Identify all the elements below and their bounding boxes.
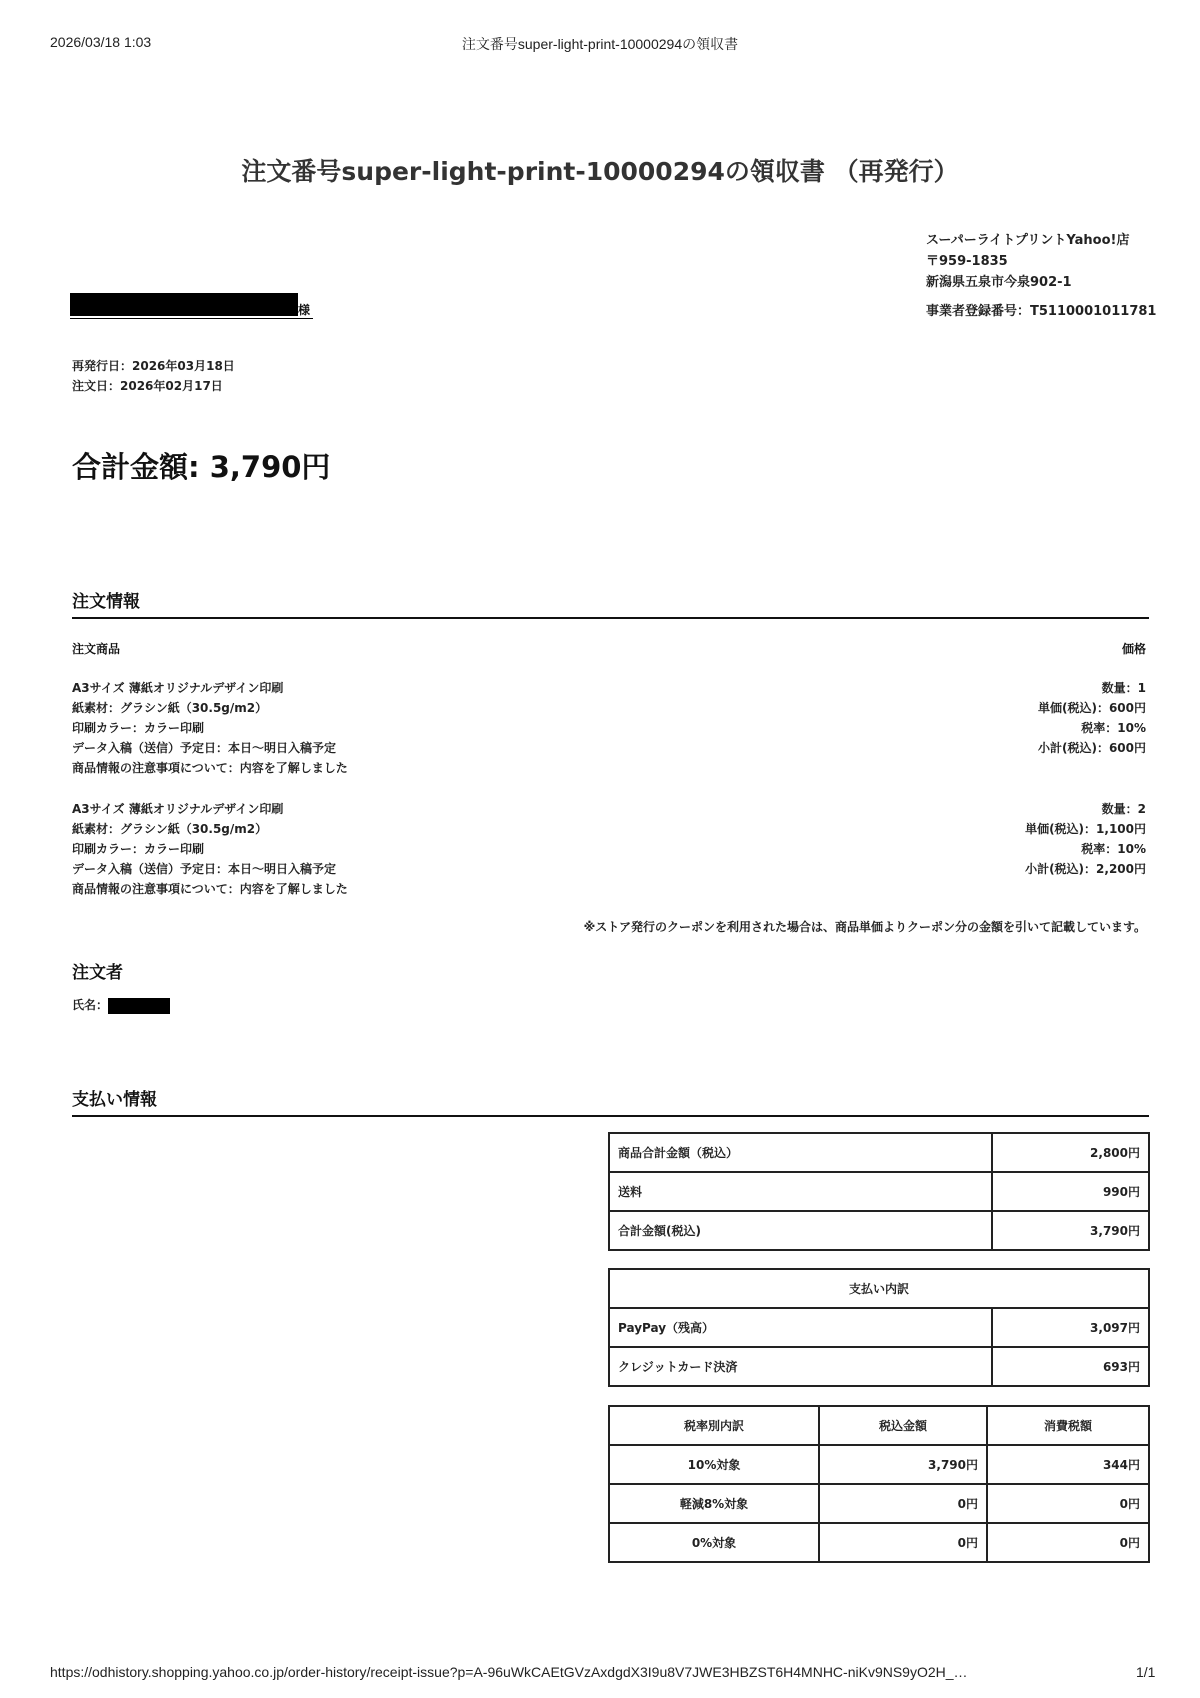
total-amount: 合計金額: 3,790円 (72, 450, 331, 484)
breakdown-value: 693円 (992, 1347, 1149, 1386)
store-postal: 〒959-1835 (926, 254, 1008, 269)
summary-label: 送料 (609, 1172, 992, 1211)
print-url: https://odhistory.shopping.yahoo.co.jp/order-history/receipt-issue?p=A-96uWkCAEtGVzAxdgdX3I9u8V7JWE3HBZST6H4MNHC-niKv9NS9yO2H_… (50, 1664, 968, 1680)
consumption-tax-amount: 0円 (987, 1484, 1149, 1523)
name-label: 氏名： (72, 998, 109, 1012)
orderer-title: 注文者 (72, 963, 123, 983)
recipient-honorific: 様 (298, 303, 311, 317)
item-name: A3サイズ 薄紙オリジナルデザイン印刷 (72, 802, 284, 816)
item-unit-price: 単価(税込)：1,100円 (1025, 822, 1146, 836)
item-paper: 紙素材：グラシン紙（30.5g/m2） (72, 822, 268, 836)
table-row (609, 1523, 1149, 1562)
breakdown-title: 支払い内訳 (609, 1269, 1149, 1308)
item-color: 印刷カラー：カラー印刷 (72, 842, 205, 856)
tax-included-amount: 3,790円 (819, 1445, 987, 1484)
consumption-tax-amount: 344円 (987, 1445, 1149, 1484)
tax-breakdown-table (608, 1405, 1150, 1563)
order-info-title: 注文情報 (72, 592, 140, 612)
coupon-note: ※ストア発行のクーポンを利用された場合は、商品単価よりクーポン分の金額を引いて記載しています。 (583, 920, 1146, 934)
tax-header: 税率別内訳 (609, 1406, 819, 1445)
breakdown-value: 3,097円 (992, 1308, 1149, 1347)
item-color: 印刷カラー：カラー印刷 (72, 721, 205, 735)
breakdown-label: クレジットカード決済 (609, 1347, 992, 1386)
tax-header: 税込金額 (819, 1406, 987, 1445)
table-row (609, 1308, 1149, 1347)
print-page-number: 1/1 (1136, 1664, 1156, 1680)
item-quantity: 数量：1 (1101, 681, 1146, 695)
item-quantity: 数量：2 (1101, 802, 1146, 816)
item-subtotal: 小計(税込)：600円 (1037, 741, 1146, 755)
item-data-date: データ入稿（送信）予定日：本日〜明日入稿予定 (72, 741, 337, 755)
item-subtotal: 小計(税込)：2,200円 (1025, 862, 1146, 876)
item-notice: 商品情報の注意事項について：内容を了解しました (72, 761, 348, 775)
store-address: 新潟県五泉市今泉902-1 (926, 275, 1072, 290)
breakdown-label: PayPay（残高） (609, 1308, 992, 1347)
summary-value: 2,800円 (992, 1133, 1149, 1172)
amount-summary-table (608, 1132, 1150, 1251)
item-paper: 紙素材：グラシン紙（30.5g/m2） (72, 701, 268, 715)
tax-included-amount: 0円 (819, 1523, 987, 1562)
print-page-title: 注文番号super-light-print-10000294の領収書 (461, 36, 739, 52)
table-row (609, 1347, 1149, 1386)
col-product-header: 注文商品 (72, 642, 121, 656)
table-row (609, 1484, 1149, 1523)
summary-value: 3,790円 (992, 1211, 1149, 1250)
tax-header: 消費税額 (987, 1406, 1149, 1445)
consumption-tax-amount: 0円 (987, 1523, 1149, 1562)
dates (72, 356, 235, 396)
summary-label: 合計金額(税込) (609, 1211, 992, 1250)
table-row (609, 1172, 1149, 1211)
redacted-recipient-name (70, 293, 298, 316)
order-info-rule (72, 617, 1149, 619)
store-registration: 事業者登録番号：T5110001011781 (926, 304, 1157, 319)
table-row (609, 1269, 1149, 1308)
redacted-orderer-name (108, 998, 170, 1014)
table-row (609, 1133, 1149, 1172)
store-name: スーパーライトプリントYahoo!店 (926, 233, 1130, 248)
payment-info-title: 支払い情報 (72, 1090, 157, 1110)
summary-label: 商品合計金額（税込） (609, 1133, 992, 1172)
recipient-underline (70, 318, 313, 319)
print-datetime: 2026/03/18 1:03 (50, 34, 152, 50)
reissue-date: 再発行日：2026年03月18日 (72, 359, 235, 373)
table-row (609, 1211, 1149, 1250)
item-notice: 商品情報の注意事項について：内容を了解しました (72, 882, 348, 896)
tax-included-amount: 0円 (819, 1484, 987, 1523)
document-title: 注文番号super-light-print-10000294の領収書 （再発行） (241, 157, 959, 186)
summary-value: 990円 (992, 1172, 1149, 1211)
payment-info-rule (72, 1115, 1149, 1117)
order-date: 注文日：2026年02月17日 (72, 379, 223, 393)
order-item-price (1038, 678, 1146, 758)
payment-breakdown-table (608, 1268, 1150, 1387)
item-tax-rate: 税率：10% (1081, 721, 1146, 735)
order-item (72, 799, 348, 899)
store-info (926, 230, 1156, 322)
item-name: A3サイズ 薄紙オリジナルデザイン印刷 (72, 681, 284, 695)
tax-rate-label: 10%対象 (609, 1445, 819, 1484)
item-unit-price: 単価(税込)：600円 (1037, 701, 1146, 715)
table-row (609, 1445, 1149, 1484)
item-data-date: データ入稿（送信）予定日：本日〜明日入稿予定 (72, 862, 337, 876)
order-item-price (1025, 799, 1146, 879)
item-tax-rate: 税率：10% (1081, 842, 1146, 856)
tax-rate-label: 軽減8%対象 (609, 1484, 819, 1523)
tax-rate-label: 0%対象 (609, 1523, 819, 1562)
order-item (72, 678, 348, 778)
table-row (609, 1406, 1149, 1445)
col-price-header: 価格 (1121, 642, 1146, 656)
orderer-name (72, 996, 170, 1014)
